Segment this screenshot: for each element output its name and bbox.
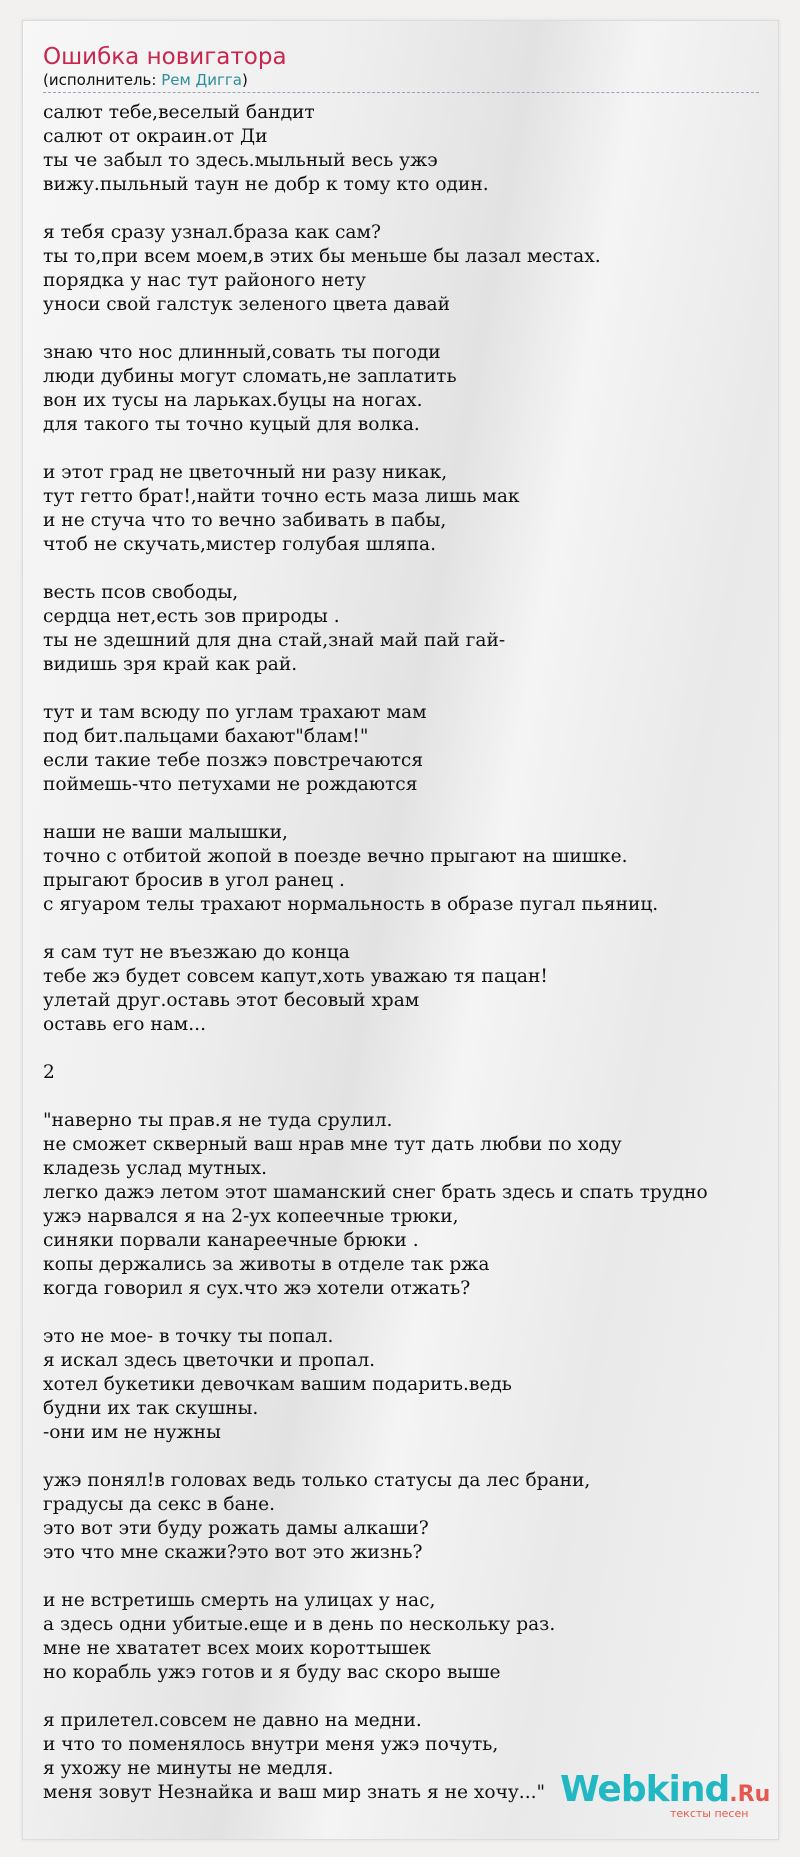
stanza-gap <box>43 1037 773 1061</box>
lyric-line: салют тебе,веселый бандит <box>43 102 315 123</box>
lyrics-text <box>43 101 773 1805</box>
song-title: Ошибка новигатора <box>43 44 287 70</box>
stanza-gap <box>43 1685 773 1709</box>
lyric-line: а здесь одни убитые.еще и в день по нескольку раз. <box>43 1614 556 1635</box>
stanza-gap <box>43 797 773 821</box>
lyric-line: поймешь-что петухами не рождаются <box>43 774 418 795</box>
lyric-line: прыгают бросив в угол ранец . <box>43 870 345 891</box>
lyric-line: чтоб не скучать,мистер голубая шляпа. <box>43 534 437 555</box>
song-header <box>43 43 759 93</box>
lyric-line: с ягуаром телы трахают нормальность в образе пугал пьяниц. <box>43 894 659 915</box>
lyric-line: люди дубины могут сломать,не заплатить <box>43 366 457 387</box>
lyric-line: когда говорил я сух.что жэ хотели отжать? <box>43 1278 471 1299</box>
lyric-line: это вот эти буду рожать дамы алкаши? <box>43 1518 429 1539</box>
lyric-line: хотел букетики девочкам вашим подарить.ведь <box>43 1374 512 1395</box>
lyric-line: я тебя сразу узнал.браза как сам? <box>43 222 381 243</box>
lyric-line: тут и там всюду по углам трахают мам <box>43 702 427 723</box>
lyric-line: и не стуча что то вечно забивать в пабы, <box>43 510 447 531</box>
lyric-line: точно с отбитой жопой в поезде вечно прыгают на шишке. <box>43 846 628 867</box>
lyric-line: знаю что нос длинный,совать ты погоди <box>43 342 441 363</box>
stanza-gap <box>43 437 773 461</box>
lyric-line: легко дажэ летом этот шаманский снег брать здесь и спать трудно <box>43 1182 708 1203</box>
lyric-line: под бит.пальцами бахают"блам!" <box>43 726 369 747</box>
lyric-line: ужэ понял!в головах ведь только статусы да лес брани, <box>43 1470 591 1491</box>
stanza-gap <box>43 1301 773 1325</box>
lyric-line: я прилетел.совсем не давно на медни. <box>43 1710 422 1731</box>
lyric-line: я ухожу не минуты не медля. <box>43 1758 334 1779</box>
lyric-line: сердца нет,есть зов природы . <box>43 606 340 627</box>
lyric-line: если такие тебе позжэ повстречаются <box>43 750 424 771</box>
lyrics-page <box>22 20 779 1840</box>
lyric-line: для такого ты точно куцый для волка. <box>43 414 420 435</box>
stanza-gap <box>43 557 773 581</box>
lyric-line: я сам тут не въезжаю до конца <box>43 942 350 963</box>
lyric-line: ты че забыл то здесь.мыльный весь ужэ <box>43 150 438 171</box>
logo-main-text: Webkind <box>560 1769 730 1810</box>
lyric-line: кладезь услад мутных. <box>43 1158 268 1179</box>
lyric-line: мне не хвататет всех моих короттышек <box>43 1638 431 1659</box>
lyric-line: меня зовут Незнайка и ваш мир знать я не хочу..." <box>43 1782 546 1803</box>
lyric-line: ужэ нарвался я на 2-ух копеечные трюки, <box>43 1206 459 1227</box>
lyric-line: не сможет скверный ваш нрав мне тут дать любви по ходу <box>43 1134 622 1155</box>
stanza-gap <box>43 1445 773 1469</box>
logo-subtitle: тексты песен <box>670 1807 749 1820</box>
lyric-line: видишь зря край как рай. <box>43 654 298 675</box>
lyric-line: я искал здесь цветочки и пропал. <box>43 1350 376 1371</box>
stanza-gap <box>43 677 773 701</box>
lyric-line: тут гетто брат!,найти точно есть маза лишь мак <box>43 486 520 507</box>
lyric-line: будни их так скушны. <box>43 1398 259 1419</box>
lyric-line: ты не здешний для дна стай,знай май пай гай- <box>43 630 506 651</box>
lyric-line: оставь его нам... <box>43 1014 207 1035</box>
logo-tld: .Ru <box>729 1782 771 1807</box>
lyric-line: тебе жэ будет совсем капут,хоть уважаю тя пацан! <box>43 966 548 987</box>
stanza-gap <box>43 1085 773 1109</box>
lyric-line: это что мне скажи?это вот это жизнь? <box>43 1542 423 1563</box>
performer-link[interactable]: Рем Дигга <box>161 71 242 89</box>
lyric-line: копы держались за животы в отделе так ржа <box>43 1254 490 1275</box>
lyric-line: ты то,при всем моем,в этих бы меньше бы лазал местах. <box>43 246 601 267</box>
lyric-line: и этот град не цветочный ни разу никак, <box>43 462 448 483</box>
lyric-line: 2 <box>43 1062 55 1083</box>
lyric-line: синяки порвали канареечные брюки . <box>43 1230 419 1251</box>
lyric-line: весть псов свободы, <box>43 582 239 603</box>
lyric-line: "наверно ты прав.я не туда срулил. <box>43 1110 393 1131</box>
performer-prefix: (исполнитель: <box>43 71 162 89</box>
lyric-line: салют от окраин.от Ди <box>43 126 268 147</box>
lyric-line: вижу.пыльный таун не добр к тому кто один. <box>43 174 489 195</box>
stanza-gap <box>43 197 773 221</box>
stanza-gap <box>43 1565 773 1589</box>
lyric-line: и что то поменялось внутри меня ужэ почуть, <box>43 1734 499 1755</box>
lyric-line: уноси свой галстук зеленого цвета давай <box>43 294 451 315</box>
lyric-line: вон их тусы на ларьках.буцы на ногах. <box>43 390 423 411</box>
lyric-line: улетай друг.оставь этот бесовый храм <box>43 990 420 1011</box>
lyric-line: но корабль ужэ готов и я буду вас скоро выше <box>43 1662 501 1683</box>
lyric-line: наши не ваши малышки, <box>43 822 288 843</box>
performer-line <box>43 71 759 90</box>
lyric-line: градусы да секс в бане. <box>43 1494 276 1515</box>
lyric-line: -они им не нужны <box>43 1422 221 1443</box>
performer-suffix: ) <box>241 71 248 89</box>
lyric-line: порядка у нас тут районого нету <box>43 270 366 291</box>
lyric-line: это не мое- в точку ты попал. <box>43 1326 334 1347</box>
stanza-gap <box>43 917 773 941</box>
lyric-line: и не встретишь смерть на улицах у нас, <box>43 1590 436 1611</box>
stanza-gap <box>43 317 773 341</box>
webkind-logo[interactable] <box>560 1769 771 1822</box>
